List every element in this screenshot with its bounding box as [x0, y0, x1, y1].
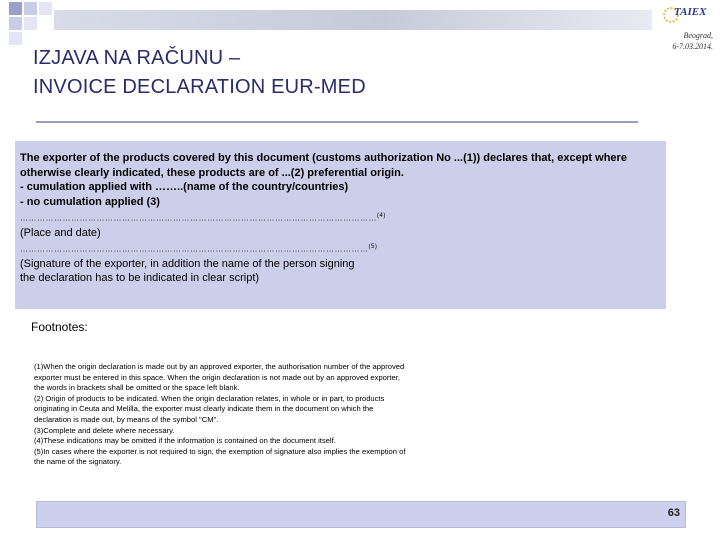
page-number: 63: [667, 507, 680, 519]
footnote-ref: (5): [368, 244, 378, 251]
declaration-line: (Place and date): [20, 226, 101, 239]
footnote-line: (1)When the origin declaration is made out by an approved exporter, the authorisation number of the approved: [34, 362, 405, 371]
declaration-text: [20, 151, 660, 286]
dotted-fill: ……………………………………………………………………………………………………………: [20, 244, 369, 254]
deco-square: [24, 17, 37, 30]
title-divider: [36, 121, 638, 123]
dotted-line: [20, 240, 660, 257]
footnote-line: the name of the signatory.: [34, 457, 122, 467]
place-date-line: 6-7.03.2014.: [672, 42, 713, 51]
footer-bar: [36, 501, 686, 528]
footnote-line: (4)These indications may be omitted if the information is contained on the document itself.: [34, 436, 336, 446]
dotted-line: [20, 209, 660, 226]
declaration-line: The exporter of the products covered by this document (customs authorization No ...(1)) declares that, except where: [20, 152, 627, 164]
footnote-line: (5)In cases where the exporter is not required to sign, the exemption of signature also implies the exemption of: [34, 446, 406, 456]
footnote-line: (2) Origin of products to be indicated. When the origin declaration relates, in whole or in part, to products: [34, 393, 385, 403]
footnotes-title: Footnotes:: [31, 320, 88, 334]
deco-square: [9, 2, 22, 15]
footnote-line: originating in Ceuta and Melilla, the exporter must clearly indicate them in the document on which the: [34, 404, 374, 414]
logo-text: TAIEX: [674, 6, 707, 18]
place-date-line: Beograd,: [683, 31, 713, 40]
declaration-line: (Signature of the exporter, in addition the name of the person signing: [20, 257, 355, 270]
place-date: [672, 30, 713, 52]
footnote-line: exporter must be entered in this space. When the origin declaration is not made out by an approved exporter,: [34, 372, 400, 382]
dotted-fill: ………………………………………………………………………………………………………………: [20, 213, 377, 223]
footnote-line: (3)Complete and delete where necessary.: [34, 425, 175, 435]
deco-square: [9, 32, 22, 45]
title-line: INVOICE DECLARATION EUR-MED: [33, 76, 366, 98]
header-bar: [54, 10, 652, 30]
deco-square: [9, 17, 22, 30]
declaration-line: - cumulation applied with ……..(name of the country/countries): [20, 181, 349, 193]
deco-square: [39, 2, 52, 15]
declaration-line: the declaration has to be indicated in clear script): [20, 272, 260, 285]
declaration-line: - no cumulation applied (3): [20, 195, 160, 208]
decorative-squares: [0, 0, 60, 45]
footnotes-list: [34, 362, 514, 468]
footnote-line: declaration is made out, by means of the symbol "CM".: [34, 414, 219, 424]
deco-square: [24, 2, 37, 15]
title-line: IZJAVA NA RAČUNU –: [33, 47, 241, 69]
footnote-line: the words in brackets shall be omitted or the space left blank.: [34, 383, 240, 393]
footnote-ref: (4): [377, 213, 386, 219]
page-title: [33, 44, 366, 102]
declaration-line: otherwise clearly indicated, these products are of ...(2) preferential origin.: [20, 166, 404, 179]
